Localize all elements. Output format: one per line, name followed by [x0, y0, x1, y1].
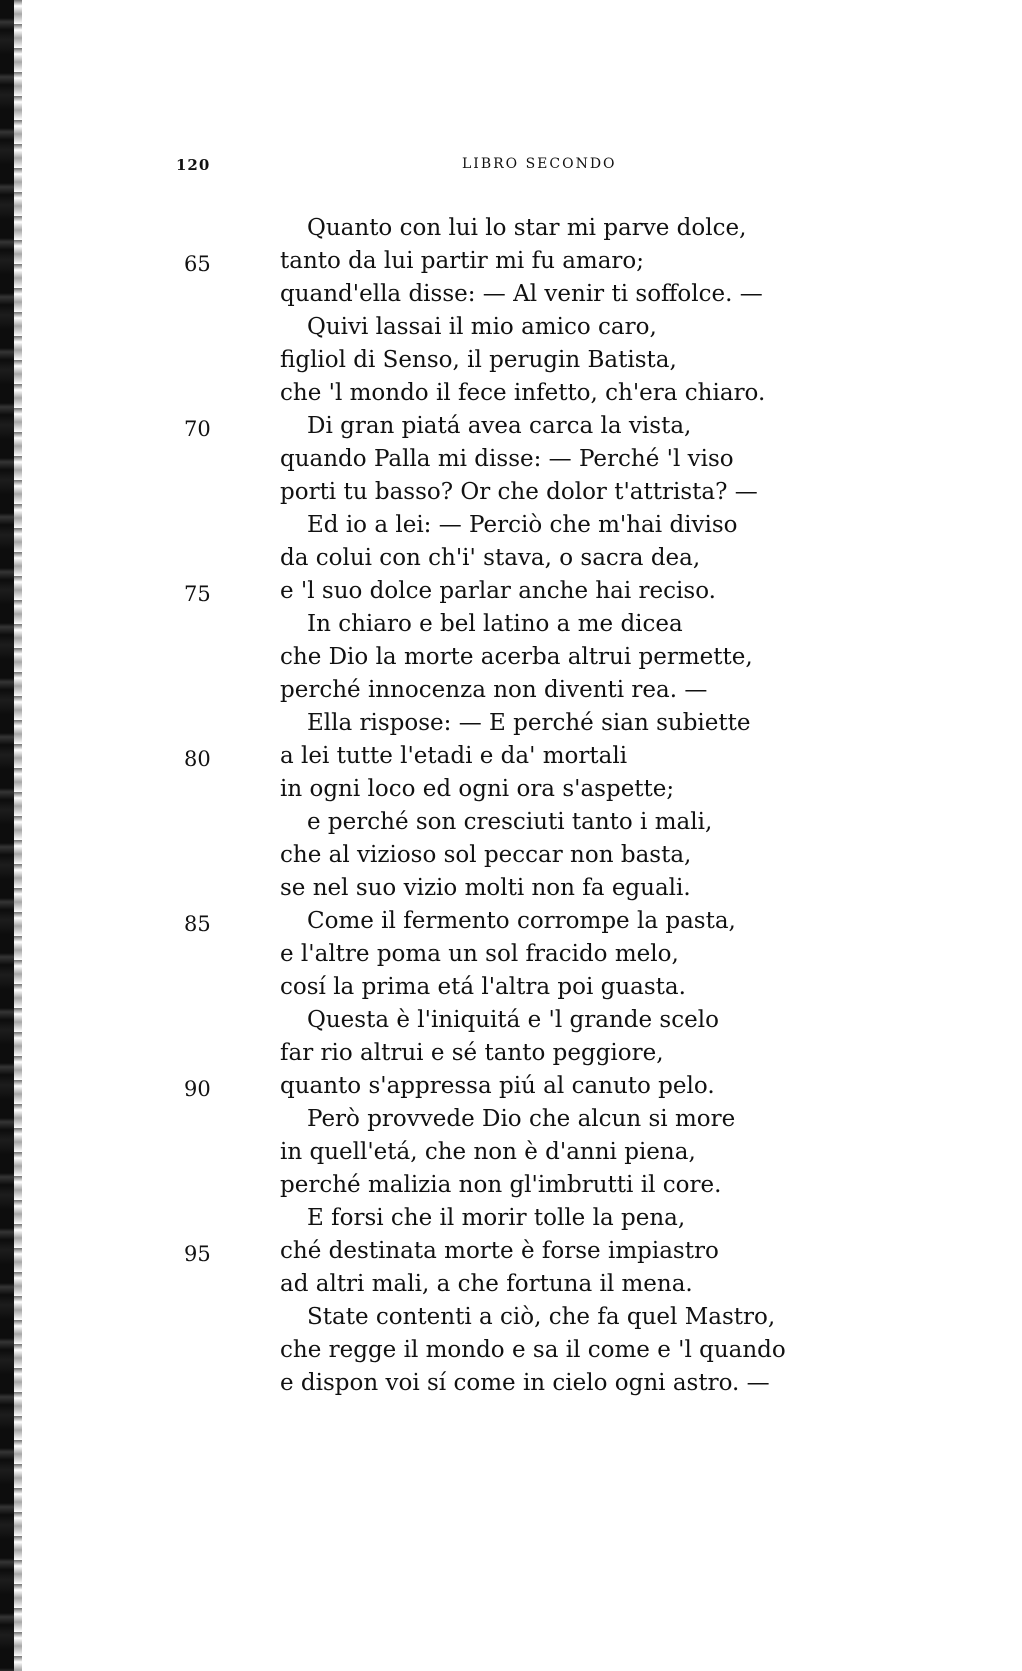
- line-number: 70: [184, 417, 211, 441]
- verse-text: che al vizioso sol peccar non basta,: [280, 842, 692, 868]
- verse-text: Come il fermento corrompe la pasta,: [307, 908, 736, 934]
- verse-line: [0, 1301, 1022, 1334]
- verse-text: e 'l suo dolce parlar anche hai reciso.: [280, 578, 716, 604]
- verse-line: [0, 1103, 1022, 1136]
- verse-text: E forsi che il morir tolle la pena,: [307, 1205, 686, 1231]
- verse-line: [0, 509, 1022, 542]
- page-number: 120: [176, 156, 211, 174]
- verse-text: tanto da lui partir mi fu amaro;: [280, 248, 645, 274]
- verse-line: [0, 872, 1022, 905]
- verse-text: Di gran piatá avea carca la vista,: [307, 413, 692, 439]
- verse-line: [0, 839, 1022, 872]
- verse-text: Ella rispose: — E perché sian subiette: [307, 710, 751, 736]
- verse-line: [0, 311, 1022, 344]
- verse-text: quanto s'appressa piú al canuto pelo.: [280, 1073, 715, 1099]
- verse-line: [0, 1334, 1022, 1367]
- verse-line: [0, 575, 1022, 608]
- verse-line: [0, 938, 1022, 971]
- verse-text: ad altri mali, a che fortuna il mena.: [280, 1271, 693, 1297]
- verse-text: Questa è l'iniquitá e 'l grande scelo: [307, 1007, 719, 1033]
- verse-line: [0, 245, 1022, 278]
- page-header: [0, 156, 1022, 180]
- verse-line: [0, 476, 1022, 509]
- verse-text: e perché son cresciuti tanto i mali,: [307, 809, 713, 835]
- poem-body: [0, 212, 1022, 1400]
- verse-text: porti tu basso? Or che dolor t'attrista? —: [280, 479, 758, 505]
- verse-text: ché destinata morte è forse impiastro: [280, 1238, 719, 1264]
- verse-line: [0, 1169, 1022, 1202]
- verse-text: State contenti a ciò, che fa quel Mastro,: [307, 1304, 776, 1330]
- verse-text: che 'l mondo il fece infetto, ch'era chiaro.: [280, 380, 766, 406]
- verse-line: [0, 1004, 1022, 1037]
- verse-text: che Dio la morte acerba altrui permette,: [280, 644, 753, 670]
- verse-line: [0, 773, 1022, 806]
- verse-line: [0, 608, 1022, 641]
- verse-line: [0, 443, 1022, 476]
- line-number: 65: [184, 252, 211, 276]
- running-head: LIBRO SECONDO: [462, 156, 617, 172]
- verse-text: da colui con ch'i' stava, o sacra dea,: [280, 545, 701, 571]
- verse-text: che regge il mondo e sa il come e 'l quando: [280, 1337, 786, 1363]
- verse-text: quando Palla mi disse: — Perché 'l viso: [280, 446, 734, 472]
- verse-line: [0, 1235, 1022, 1268]
- verse-line: [0, 674, 1022, 707]
- verse-line: [0, 344, 1022, 377]
- verse-line: [0, 641, 1022, 674]
- verse-text: in quell'etá, che non è d'anni piena,: [280, 1139, 696, 1165]
- verse-line: [0, 740, 1022, 773]
- verse-text: se nel suo vizio molti non fa eguali.: [280, 875, 691, 901]
- verse-text: Quanto con lui lo star mi parve dolce,: [307, 215, 747, 241]
- verse-text: In chiaro e bel latino a me dicea: [307, 611, 683, 637]
- verse-line: [0, 1070, 1022, 1103]
- verse-line: [0, 1268, 1022, 1301]
- verse-line: [0, 410, 1022, 443]
- line-number: 80: [184, 747, 211, 771]
- verse-line: [0, 278, 1022, 311]
- verse-text: e l'altre poma un sol fracido melo,: [280, 941, 679, 967]
- verse-text: in ogni loco ed ogni ora s'aspette;: [280, 776, 675, 802]
- verse-text: a lei tutte l'etadi e da' mortali: [280, 743, 628, 769]
- verse-line: [0, 1037, 1022, 1070]
- verse-line: [0, 542, 1022, 575]
- verse-text: quand'ella disse: — Al venir ti soffolce. —: [280, 281, 763, 307]
- verse-text: perché malizia non gl'imbrutti il core.: [280, 1172, 722, 1198]
- verse-line: [0, 1136, 1022, 1169]
- verse-line: [0, 905, 1022, 938]
- verse-line: [0, 1202, 1022, 1235]
- verse-text: figliol di Senso, il perugin Batista,: [280, 347, 677, 373]
- verse-text: cosí la prima etá l'altra poi guasta.: [280, 974, 686, 1000]
- line-number: 75: [184, 582, 211, 606]
- verse-text: e dispon voi sí come in cielo ogni astro. —: [280, 1370, 770, 1396]
- verse-line: [0, 212, 1022, 245]
- verse-line: [0, 377, 1022, 410]
- verse-text: perché innocenza non diventi rea. —: [280, 677, 708, 703]
- verse-text: Però provvede Dio che alcun si more: [307, 1106, 736, 1132]
- line-number: 90: [184, 1077, 211, 1101]
- verse-text: far rio altrui e sé tanto peggiore,: [280, 1040, 664, 1066]
- verse-text: Quivi lassai il mio amico caro,: [307, 314, 657, 340]
- line-number: 85: [184, 912, 211, 936]
- line-number: 95: [184, 1242, 211, 1266]
- verse-line: [0, 806, 1022, 839]
- verse-line: [0, 707, 1022, 740]
- verse-line: [0, 1367, 1022, 1400]
- verse-line: [0, 971, 1022, 1004]
- verse-text: Ed io a lei: — Perciò che m'hai diviso: [307, 512, 738, 538]
